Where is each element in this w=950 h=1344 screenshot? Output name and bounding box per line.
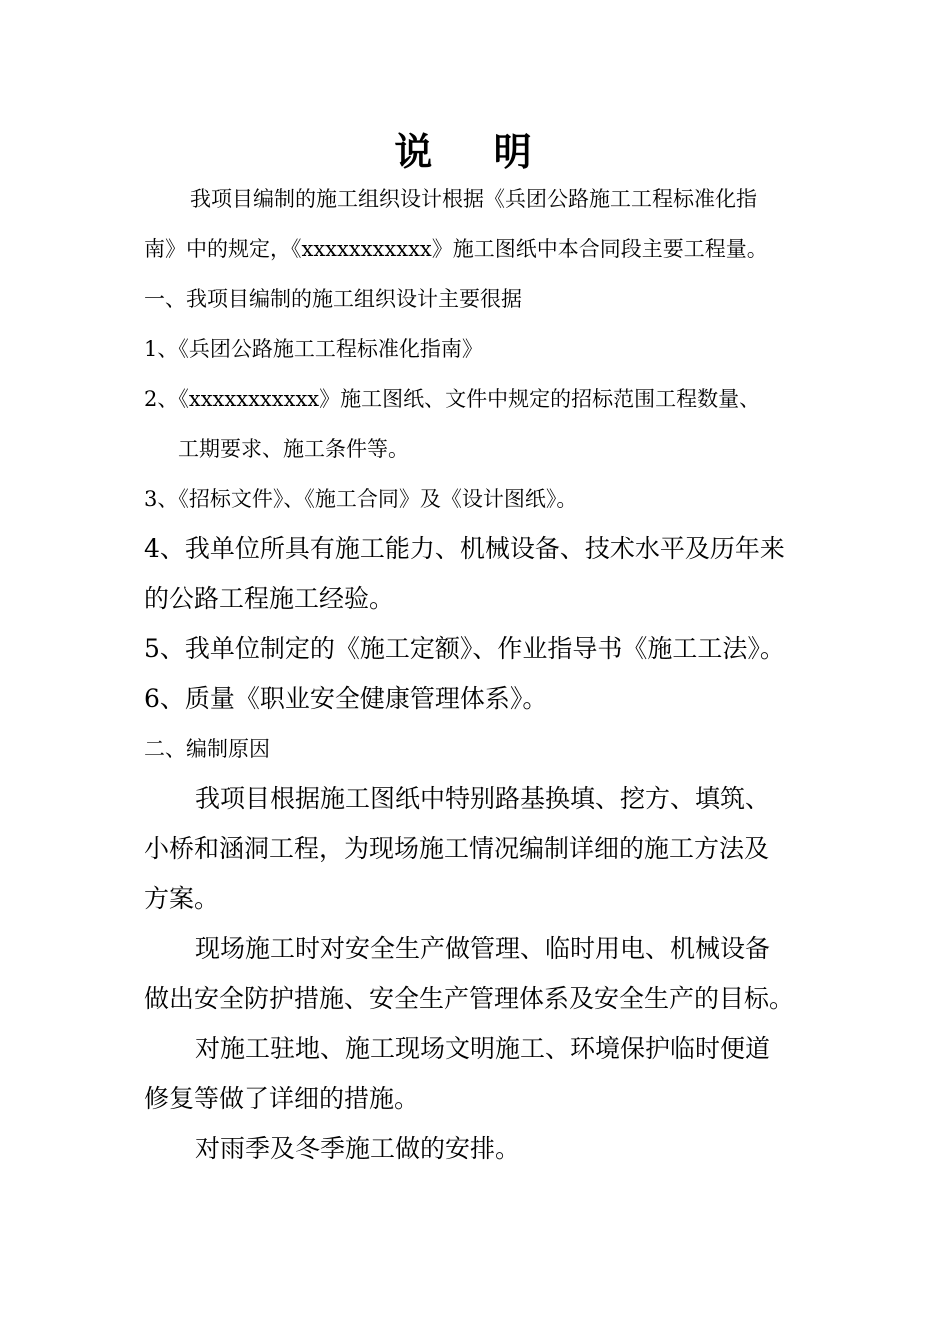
- section-1-heading: 一、我项目编制的施工组织设计主要很据: [144, 287, 522, 311]
- page-title: 说 明: [394, 129, 556, 174]
- section-2-paragraph-1-line-3: 方案。: [144, 884, 220, 913]
- section-2-paragraph-2-line-2: 做出安全防护措施、安全生产管理体系及安全生产的目标。: [144, 984, 795, 1013]
- list-item-4-line-1: 4、我单位所具有施工能力、机械设备、技术水平及历年来: [144, 534, 785, 563]
- list-item-4-line-2: 的公路工程施工经验。: [144, 584, 395, 613]
- list-item-3: 3、《招标文件》、《施工合同》及《设计图纸》。: [144, 487, 578, 511]
- section-2-heading: 二、编制原因: [144, 737, 270, 761]
- section-2-paragraph-1-line-2: 小桥和涵洞工程，为现场施工情况编制详细的施工方法及: [144, 834, 770, 863]
- list-item-6: 6、质量《职业安全健康管理体系》。: [144, 684, 548, 713]
- list-item-2-line-2: 工期要求、施工条件等。: [178, 437, 409, 461]
- section-2-paragraph-1-line-1: 我项目根据施工图纸中特别路基换填、挖方、填筑、: [195, 784, 771, 813]
- intro-line-2: 南》中的规定，《xxxxxxxxxxx》施工图纸中本合同段主要工程量。: [144, 237, 768, 261]
- list-item-5: 5、我单位制定的《施工定额》、作业指导书《施工工法》。: [144, 634, 785, 663]
- list-item-2-line-1: 2、《xxxxxxxxxxx》施工图纸、文件中规定的招标范围工程数量、: [144, 387, 761, 411]
- section-2-paragraph-3-line-1: 对施工驻地、施工现场文明施工、环境保护临时便道: [195, 1034, 771, 1063]
- section-2-paragraph-4: 对雨季及冬季施工做的安排。: [195, 1134, 521, 1163]
- list-item-1: 1、《兵团公路施工工程标准化指南》: [144, 337, 483, 361]
- section-2-paragraph-3-line-2: 修复等做了详细的措施。: [144, 1084, 420, 1113]
- intro-line-1: 我项目编制的施工组织设计根据《兵团公路施工工程标准化指: [190, 187, 757, 211]
- section-2-paragraph-2-line-1: 现场施工时对安全生产做管理、临时用电、机械设备: [195, 934, 771, 963]
